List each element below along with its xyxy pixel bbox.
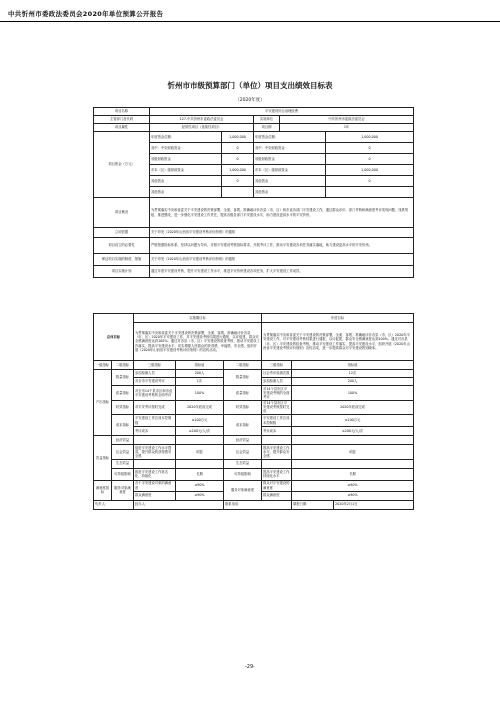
- indicator-level2-b: 生态效益: [224, 459, 262, 468]
- indicator-level3-a: 推进平安建设工作常态化、持续化: [134, 468, 176, 480]
- col-level3: 三级指标: [134, 361, 176, 370]
- fund-b-label: 其中：中央财政资金: [254, 143, 326, 154]
- indicator-level3-a: 促进平安建设工作水平提高，提升群众的获得感安全感: [134, 445, 176, 460]
- indicator-level3-a: 参加检测人员: [134, 370, 176, 378]
- indicator-level2-b: 社会效益: [224, 445, 262, 460]
- fund-b-label: 其他资金: [254, 176, 326, 187]
- fund-b-label: 年度资金总额：: [254, 132, 326, 143]
- indicator-level2-b: 成本指标: [224, 415, 262, 436]
- indicator-level3-a: 对全市平安建设考评: [134, 378, 176, 386]
- label-funds: 项目资金（万元）: [94, 132, 150, 198]
- label-impl: 实施单位: [254, 116, 280, 124]
- fund-a-value: [222, 187, 254, 198]
- long-term-goal: 为贯彻落实中央和省委关于平安建设的决策部署，全面、客观、准确地评价各县（市、区）2020年平安建设工作，对平安建设考核结果进行通报，以评促建，群众安全感满意度达到100%。通过对各县（市、区）平安建设的检查考核，推动平安建设工作落实，提高平安建设水平，切实增强人民群众的获得感、幸福感、安全感，组织开展《2020年山西省平安建设考核评价细则》的宣传活动。: [134, 323, 262, 361]
- project-name: 平安建设综合治理经费: [150, 108, 414, 116]
- label-project-name: 项目名称: [94, 108, 150, 116]
- indicator-level2-b: 数量指标: [224, 370, 262, 386]
- indicator-level3-a: 各个平安建设对象的满意度: [134, 480, 176, 491]
- indicator-value-a: 2020年底前完成: [176, 400, 224, 415]
- footer-phone-label: 联系电话：: [224, 500, 292, 509]
- page-number: -29-: [245, 664, 255, 670]
- indicator-value-a: ≥90%: [176, 491, 224, 500]
- col-value: 指标值: [292, 361, 414, 370]
- dept: 127-中共忻州市委政法委员会: [150, 116, 254, 124]
- fund-b-value: [326, 187, 414, 198]
- indicator-value-b: ≥90%: [292, 491, 414, 500]
- footer-date: 2020年2月1日: [334, 500, 414, 509]
- label-period: 项目期: [254, 124, 280, 132]
- indicator-level3-b: [262, 459, 292, 468]
- fund-a-label: 其他资金: [150, 187, 222, 198]
- indicator-value-a: 长期: [176, 468, 224, 480]
- fund-a-label: 省级财政资金: [150, 154, 222, 165]
- indicator-value-b: ≥90%: [292, 480, 414, 491]
- footer-owner-label: 负责人：: [94, 500, 134, 509]
- indicator-level2: 服务对象满意度: [112, 480, 134, 500]
- project-basis: 关于印发《2020年山西省平安建设考核评价细则》的通知: [150, 228, 414, 238]
- document-year: （2020年度）: [235, 98, 265, 103]
- indicator-value-a: ≤200元/人/次: [176, 427, 224, 436]
- indicator-value-b: [292, 459, 414, 468]
- indicator-level3-b: 提高平安建设工作持续化水平: [262, 468, 292, 480]
- label-plan: 项目实施计划: [94, 266, 150, 278]
- indicator-value-b: 明显: [292, 445, 414, 460]
- fund-a-label: 市本（区）级财政资金: [150, 165, 222, 176]
- label-guarantee: 项目设立的必要性: [94, 238, 150, 254]
- indicator-level3-b: [262, 436, 292, 445]
- indicator-level3-b: 平安建设工作总成本控制数: [262, 415, 292, 427]
- project-guarantee: 严格按照指标体系，坚持以问题为导向，对照平安建设考核指标要求，开展考评工作，推动平安建设各项任务落实落地，助力建设更高水平的平安忻州。: [150, 238, 414, 254]
- indicator-level3-b: 群众满意度: [262, 491, 292, 500]
- label-overview: 项目概况: [94, 198, 150, 228]
- indicator-value-a: [176, 459, 224, 468]
- fund-a-value: 1,000,000: [222, 132, 254, 143]
- indicator-value-b: ≤200元/人/次: [292, 427, 414, 436]
- indicator-level3-a: 对全市14个县市区和市直平安建设考核的全面考评: [134, 386, 176, 401]
- indicator-level3-b: 对14个县市区平安建设考核的全面考评: [262, 386, 292, 401]
- indicator-level3-a: [134, 436, 176, 445]
- indicator-value-b: 200人: [292, 378, 414, 386]
- indicator-level2: 质量指标: [112, 386, 134, 401]
- indicator-value-b: [292, 436, 414, 445]
- label-overall-goals: 总体目标: [94, 314, 134, 361]
- col-level1: 一级指标: [94, 361, 112, 370]
- indicator-level2: 数量指标: [112, 370, 134, 386]
- indicator-value-a: 1次: [176, 378, 224, 386]
- indicator-level3-b: 参加检测人员: [262, 378, 292, 386]
- document-title: 忻州市市级预算部门（单位）项目支出绩效目标表: [167, 81, 333, 90]
- page-header: 中共忻州市委政法委员会2020年单位预算公开报告: [0, 0, 500, 22]
- indicator-value-a: 明显: [176, 445, 224, 460]
- label-measures: 保证项目实施的制度、措施: [94, 254, 150, 266]
- annual-goal: 为贯彻落实中央和省委关于平安建设的决策部署，全面、客观、准确地评价各县（市、区）2020年平安建设工作，对平安建设考核结果进行通报，以评促建，群众安全感满意度达到100%。通过对各县（市、区）平安建设的检查考核，推动平安建设工作落实，提高平安建设水平，组织开展《2020年山西省平安建设考核评价细则》宣传活动，进一步提高群众对平安建设的知晓率。: [262, 323, 414, 361]
- project-info-table: [93, 107, 414, 278]
- indicator-level2: 成本指标: [112, 415, 134, 436]
- fund-b-value: 1,000,000: [326, 132, 414, 143]
- fund-a-value: 0: [222, 143, 254, 154]
- indicator-value-a: ≥90%: [176, 480, 224, 491]
- project-plan: 通过年度平安建设考核，提升平安建设工作水平，推进平安忻州建设各项任务，扩大平安建设工作成效。: [150, 266, 414, 278]
- indicator-value-b: 长期: [292, 468, 414, 480]
- fund-b-value: 0: [326, 154, 414, 165]
- indicator-value-b: 2020年底前完成: [292, 400, 414, 415]
- indicator-level3-a: 群众满意度: [134, 491, 176, 500]
- fund-a-value: 0: [222, 176, 254, 187]
- fund-a-value: 1,000,000: [222, 165, 254, 176]
- label-basis: 立项依据: [94, 228, 150, 238]
- indicator-level2-b: 服务对象满意度: [224, 480, 262, 500]
- indicator-level3-b: 考评成本: [262, 427, 292, 436]
- fund-b-label: 其他资金: [254, 187, 326, 198]
- indicator-value-a: 100%: [176, 386, 224, 401]
- fund-a-label: 其中：中央财政资金: [150, 143, 222, 154]
- footer-contact-label: 经办人：: [134, 500, 224, 509]
- indicator-level2: 时效指标: [112, 400, 134, 415]
- indicator-level1: 满意度指标: [94, 480, 112, 500]
- indicator-value-a: ≤100万元: [176, 415, 224, 427]
- indicator-level3-b: 对14个县市区平安建设考核按时完成: [262, 400, 292, 415]
- indicator-level2: 生态效益: [112, 459, 134, 468]
- indicator-level1: 产出指标: [94, 370, 112, 436]
- fund-b-value: 1,000,000: [326, 165, 414, 176]
- label-attr: 项目属性: [94, 124, 150, 132]
- indicator-level3-b: 社会考评检测次数: [262, 370, 292, 378]
- project-measures: 关于印发《2020年山西省平安建设考核评价细则》的通知: [150, 254, 414, 266]
- indicator-level3-b: 提高平安建设工作水平，提升群众安全感: [262, 445, 292, 460]
- indicator-value-b: 12次: [292, 370, 414, 378]
- indicator-level3-a: 平安建设工作总成本控制数: [134, 415, 176, 427]
- indicator-level2-b: 时效指标: [224, 400, 262, 415]
- indicator-level1: 效益指标: [94, 436, 112, 481]
- indicator-level2-b: 可持续影响: [224, 468, 262, 480]
- indicator-level2: 经济效益: [112, 436, 134, 445]
- col-level2: 二级指标: [112, 361, 134, 370]
- project-attr: 经常性项目（延续性项目）: [150, 124, 254, 132]
- fund-b-value: 0: [326, 143, 414, 154]
- col-level2: 二级指标: [224, 361, 262, 370]
- indicator-level3-a: 对平安考评按时完成: [134, 400, 176, 415]
- fund-a-value: 0: [222, 154, 254, 165]
- project-overview: 为贯彻落实中央和省委关于平安建设的决策部署，全面、客观、准确地评价各县（市、区）和市直各部门平安建设工作，通过群众评价、部门考核和满意度考评发现问题、找准短板、推进整改，进一步强化平安建设工作责任，提高各级各部门平安建设水平，助力建设更高水平的平安忻州。: [150, 198, 414, 228]
- indicator-level2-b: 质量指标: [224, 386, 262, 401]
- indicator-level3-a: [134, 459, 176, 468]
- indicator-value-a: [176, 436, 224, 445]
- col-value: 指标值: [176, 361, 224, 370]
- indicator-value-b: ≤100万元: [292, 415, 414, 427]
- performance-goals-table: [93, 313, 414, 510]
- fund-a-label: 年度资金总额：: [150, 132, 222, 143]
- indicator-level2: 社会效益: [112, 445, 134, 460]
- col-level3: 三级指标: [262, 361, 292, 370]
- fund-b-label: 省级财政资金: [254, 154, 326, 165]
- fund-a-label: 其他资金: [150, 176, 222, 187]
- fund-b-value: 0: [326, 176, 414, 187]
- indicator-level2-b: 经济效益: [224, 436, 262, 445]
- fund-b-label: 市本（区）级财政资金: [254, 165, 326, 176]
- label-long-term-goal: 实施期目标: [134, 314, 262, 323]
- label-annual-goal: 年度目标: [262, 314, 414, 323]
- impl-unit: 中共忻州市委政法委员会: [280, 116, 414, 124]
- label-dept: 主管部门及代码: [94, 116, 150, 124]
- footer-date-label: 填报日期：: [292, 500, 334, 509]
- project-period: 1年: [280, 124, 414, 132]
- indicator-value-a: 200人: [176, 370, 224, 378]
- indicator-level2: 可持续影响: [112, 468, 134, 480]
- indicator-level3-a: 考评成本: [134, 427, 176, 436]
- indicator-level3-b: 群众对平安建设的满意度: [262, 480, 292, 491]
- indicator-value-b: 100%: [292, 386, 414, 401]
